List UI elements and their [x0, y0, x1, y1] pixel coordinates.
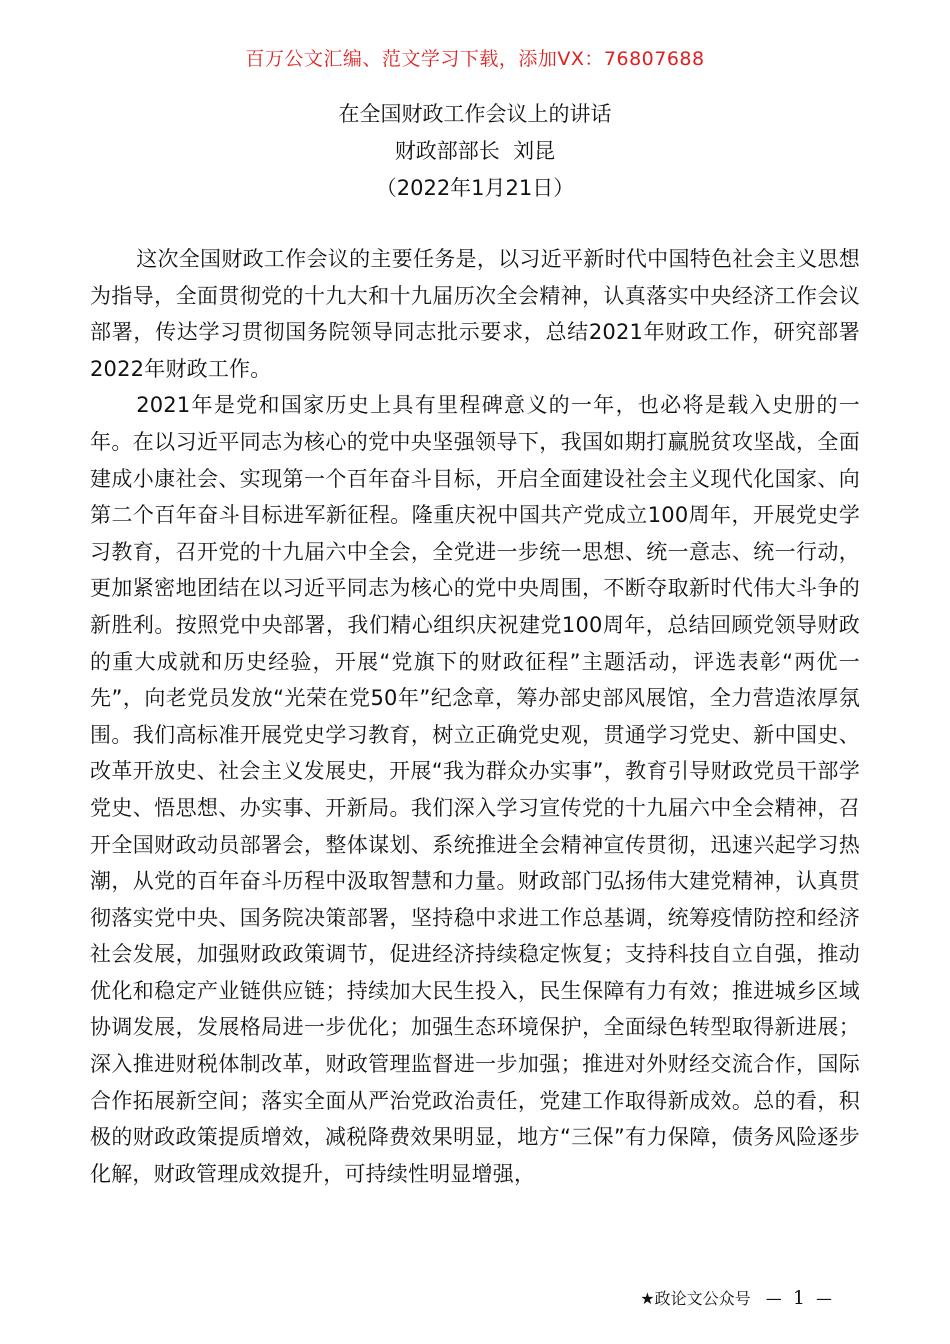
paragraph-2: 2021年是党和国家历史上具有里程碑意义的一年，也必将是载入史册的一年。在以习近平同志为核心的党中央坚强领导下，我国如期打赢脱贫攻坚战，全面建成小康社会、实现第一个百年奋斗目标，开启全面建设社会主义现代化国家、向第二个百年奋斗目标进军新征程。隆重庆祝中国共产党成立100周年，开展党史学习教育，召开党的十九届六中全会，全党进一步统一思想、统一意志、统一行动，更加紧密地团结在以习近平同志为核心的党中央周围，不断夺取新时代伟大斗争的新胜利。按照党中央部署，我们精心组织庆祝建党100周年，总结回顾党领导财政的重大成就和历史经验，开展“党旗下的财政征程”主题活动，评选表彰“两优一先”，向老党员发放“光荣在党50年”纪念章，筹办部史部风展馆，全力营造浓厚氛围。我们高标准开展党史学习教育，树立正确党史观，贯通学习党史、新中国史、改革开放史、社会主义发展史，开展“我为群众办实事”，教育引导财政党员干部学党史、悟思想、办实事、开新局。我们深入学习宣传党的十九届六中全会精神，召开全国财政动员部署会，整体谋划、系统推进全会精神宣传贯彻，迅速兴起学习热潮，从党的百年奋斗历程中汲取智慧和力量。财政部门弘扬伟大建党精神，认真贯彻落实党中央、国务院决策部署，坚持稳中求进工作总基调，统筹疫情防控和经济社会发展，加强财政政策调节，促进经济持续稳定恢复；支持科技自立自强，推动优化和稳定产业链供应链；持续加大民生投入，民生保障有力有效；推进城乡区域协调发展，发展格局进一步优化；加强生态环境保护，全面绿色转型取得新进展；深入推进财税体制改革，财政管理监督进一步加强；推进对外财经交流合作，国际合作拓展新空间；落实全面从严治党政治责任，党建工作取得新成效。总的看，积极的财政政策提质增效，减税降费效果明显，地方“三保”有力保障，债务风险逐步化解，财政管理成效提升，可持续性明显增强， [90, 393, 860, 1186]
footer-dash-left: — [765, 1289, 782, 1308]
header-banner: 百万公文汇编、范文学习下载，添加VX：76807688 [245, 48, 705, 70]
footer-dash-right: — [816, 1289, 832, 1308]
paragraph-1: 这次全国财政工作会议的主要任务是，以习近平新时代中国特色社会主义思想为指导，全面贯彻党的十九大和十九届历次全会精神，认真落实中央经济工作会议部署，传达学习贯彻国务院领导同志批示要求，总结2021年财政工作，研究部署2022年财政工作。 [90, 247, 860, 381]
title-block [0, 96, 950, 207]
page-footer [640, 1287, 832, 1310]
document-body [90, 241, 860, 1192]
footer-source: ★政论文公众号 [640, 1289, 751, 1308]
speaker-line: 财政部部长 刘昆 [394, 139, 556, 163]
speech-title: 在全国财政工作会议上的讲话 [338, 102, 612, 126]
speech-date: （2022年1月21日） [375, 176, 575, 200]
page-number: 1 [792, 1287, 805, 1309]
